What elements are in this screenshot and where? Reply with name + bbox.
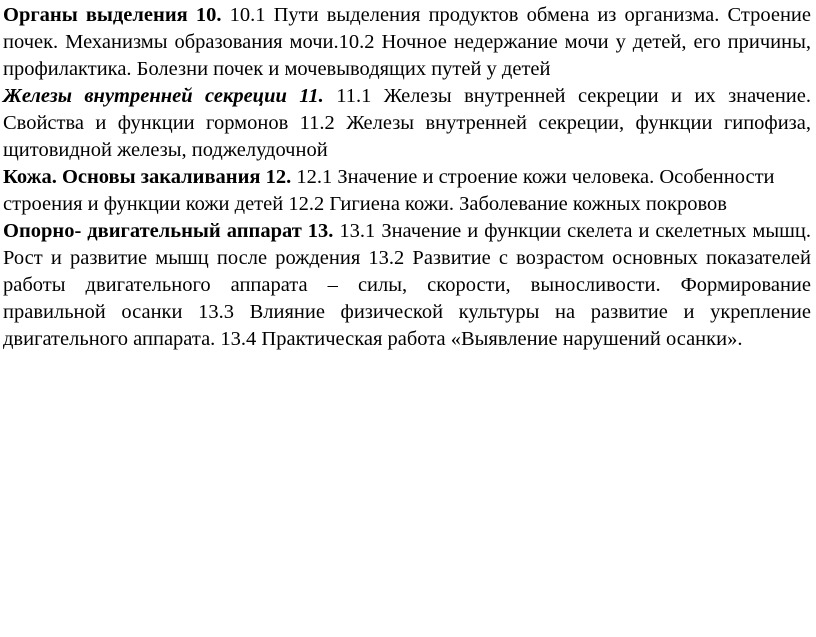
section-heading: Органы выделения 10. [3,4,222,26]
section-body: 13.1 Значение и функции скелета и скелетных мышц. Рост и развитие мышц после рождения 13.2 Развитие с возрастом основных показателей работы двигательного аппарата – силы, скорости, выносливости. Формирование правильной осанки 13.3 Влияние физической культуры на развитие и укрепление двигательного аппарата. 13.4 Практическая работа «Выявление нарушений осанки». [3,220,811,350]
section-heading: Кожа. Основы закаливания 12. [3,166,292,188]
document-page [3,2,811,353]
section-body: 11.1 Железы внутренней секреции и их значение. Свойства и функции гормонов 11.2 Железы внутренней секреции, функции гипофиза, щитовидной железы, поджелудочной [3,85,811,161]
section-heading: Железы внутренней секреции 11. [3,85,324,107]
section-endocrine-glands [3,83,811,164]
section-excretory-organs [3,2,811,83]
section-skin-hardening [3,164,811,218]
section-body: 12.1 Значение и строение кожи человека. Особенности строения и функции кожи детей 12.2 Гигиена кожи. Заболевание кожных покровов [3,166,775,215]
section-heading: Опорно- двигательный аппарат 13. [3,220,334,242]
section-body: 10.1 Пути выделения продуктов обмена из организма. Строение почек. Механизмы образования мочи.10.2 Ночное недержание мочи у детей, его причины, профилактика. Болезни почек и мочевыводящих путей у детей [3,4,811,80]
section-musculoskeletal [3,218,811,353]
